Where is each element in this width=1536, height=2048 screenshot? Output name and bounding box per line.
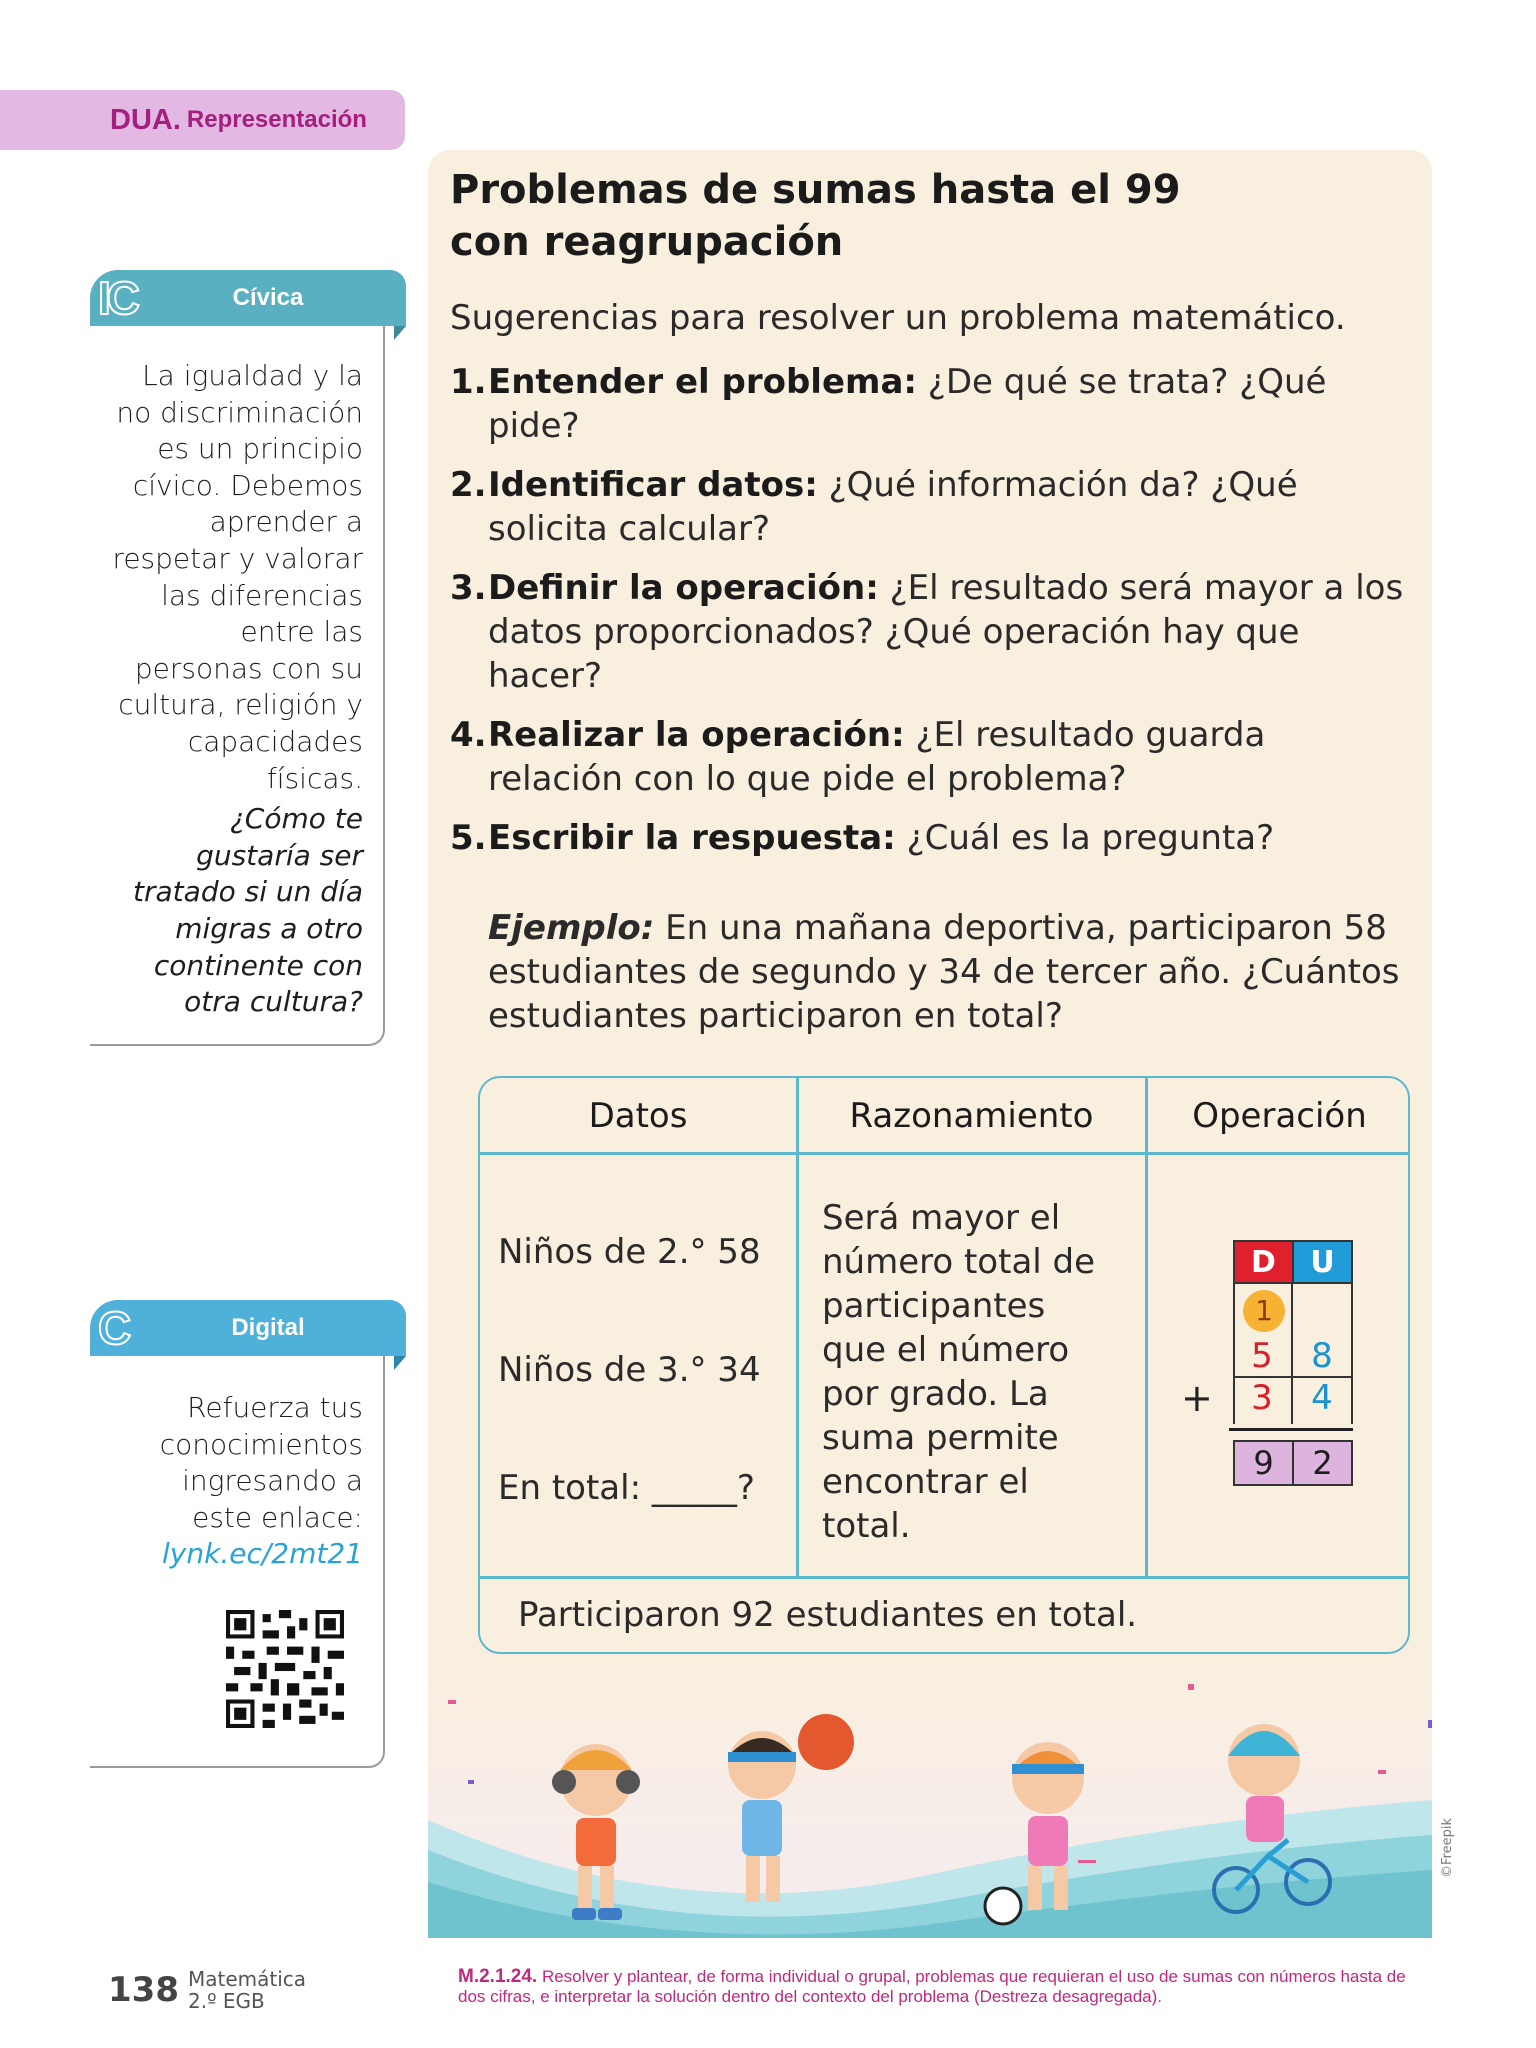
grid-right-border	[1351, 1284, 1353, 1424]
step-number: 5.	[450, 818, 487, 858]
steps-list	[450, 360, 1410, 875]
dua-label: DUA.	[110, 103, 181, 136]
digital-line: Refuerza tus	[187, 1391, 363, 1424]
civica-title: Cívica	[232, 284, 304, 311]
razonamiento-line: encontrar el	[822, 1462, 1029, 1502]
civica-question	[112, 801, 363, 1021]
step-text: ¿De qué se trata? ¿Qué pide?	[488, 362, 1327, 446]
step-lead: Identificar datos:	[488, 465, 818, 505]
civica-text	[112, 358, 363, 1021]
kids-sports-illustration	[428, 1660, 1432, 1938]
razonamiento-line: suma permite	[822, 1418, 1059, 1458]
step-lead: Escribir la respuesta:	[488, 818, 896, 858]
civica-line: aprender a	[209, 505, 363, 539]
civica-line: respetar y valorar	[112, 541, 363, 575]
result-row	[1233, 1440, 1353, 1486]
step-item	[450, 463, 1410, 551]
civica-line: cívico. Debemos	[132, 468, 363, 502]
header-razonamiento: Razonamiento	[849, 1096, 1094, 1136]
razonamiento-line: por grado. La	[822, 1374, 1049, 1414]
header-fold	[394, 326, 406, 340]
example-body: En una mañana deportiva, participaron 58 estudiantes de segundo y 34 de tercer año. ¿Cuántos estudiantes participaron en total?	[488, 908, 1400, 1036]
skill-description	[458, 1967, 1418, 2007]
intro-text: Sugerencias para resolver un problema matemático.	[450, 298, 1346, 338]
du-addition-grid	[1181, 1240, 1353, 1482]
civica-line: La igualdad y la	[142, 359, 363, 392]
razonamiento-line: que el número	[822, 1330, 1070, 1370]
civica-line: las diferencias	[161, 578, 363, 612]
step-text: ¿Qué información da? ¿Qué solicita calcular?	[488, 465, 1298, 549]
header-divider	[480, 1152, 1408, 1155]
civica-badge-icon: IC	[98, 272, 136, 324]
razonamiento-line: participantes	[822, 1286, 1046, 1326]
civica-line: capacidades	[187, 724, 363, 758]
title-line: Problemas de sumas hasta el 99	[450, 167, 1181, 213]
datos-line: Niños de 2.° 58	[498, 1232, 761, 1272]
qr-code-icon[interactable]	[226, 1610, 344, 1728]
dua-category: Representación	[186, 106, 367, 133]
civica-line: entre las	[240, 615, 363, 649]
subject-line: Matemática	[188, 1967, 307, 1991]
title-line: con reagrupación	[450, 219, 844, 265]
du-header	[1233, 1240, 1353, 1284]
digital-link[interactable]: lynk.ec/2mt21	[162, 1537, 363, 1571]
civica-line: físicas.	[266, 761, 363, 795]
step-number: 1.	[450, 362, 487, 402]
razonamiento-line: total.	[822, 1506, 911, 1546]
step-lead: Realizar la operación:	[488, 715, 905, 755]
solution-table	[478, 1076, 1410, 1654]
digital-title: Digital	[231, 1314, 305, 1341]
skill-text: Resolver y plantear, de forma individual o grupal, problemas que requieran el uso de sumas con números hasta de dos cifras, e interpretar la solución dentro del contexto del problema (Destreza desagregada).	[458, 1967, 1406, 2006]
digital-header	[90, 1300, 406, 1356]
civica-question-line: continente con	[153, 948, 363, 982]
digital-box	[90, 1300, 385, 1768]
step-item	[450, 360, 1410, 448]
image-credit: ©Freepik	[1440, 1818, 1455, 1878]
result-d: 9	[1235, 1442, 1292, 1484]
subject-label	[188, 1968, 306, 2012]
plus-sign: +	[1181, 1376, 1213, 1420]
civica-header	[90, 270, 406, 326]
step-item	[450, 816, 1410, 860]
digital-line: conocimientos	[159, 1427, 363, 1461]
step-lead: Entender el problema:	[488, 362, 917, 402]
page-title	[450, 164, 1350, 268]
civica-line: es un principio	[157, 432, 363, 466]
civica-question-line: ¿Cómo te	[229, 802, 363, 836]
result-u: 2	[1292, 1442, 1351, 1484]
footer-divider	[480, 1576, 1408, 1579]
digit-u1: 8	[1311, 1336, 1333, 1376]
answer-text: Participaron 92 estudiantes en total.	[518, 1595, 1138, 1635]
civica-box	[90, 270, 385, 1046]
step-number: 3.	[450, 568, 487, 608]
razonamiento-line: número total de	[822, 1242, 1096, 1282]
civica-question-line: otra cultura?	[184, 985, 363, 1019]
civica-line: no discriminación	[116, 395, 363, 429]
header-operacion: Operación	[1192, 1096, 1367, 1136]
digital-line: este enlace:	[192, 1500, 363, 1534]
step-number: 4.	[450, 715, 487, 755]
civica-line: personas con su	[134, 651, 363, 685]
header-decenas: D	[1235, 1242, 1294, 1282]
digit-d2: 3	[1251, 1378, 1273, 1418]
datos-line: Niños de 3.° 34	[498, 1350, 761, 1390]
civica-question-line: migras a otro	[175, 911, 363, 945]
step-item	[450, 713, 1410, 801]
page-number: 138	[108, 1970, 179, 2010]
header-datos: Datos	[588, 1096, 688, 1136]
step-number: 2.	[450, 465, 487, 505]
step-text: ¿El resultado guarda relación con lo que pide el problema?	[488, 715, 1266, 799]
dua-tag	[0, 90, 405, 150]
razonamiento-text	[822, 1196, 1095, 1548]
digital-badge-icon: C	[98, 1302, 128, 1354]
digit-d1: 5	[1251, 1336, 1273, 1376]
example-label: Ejemplo:	[488, 908, 655, 948]
step-lead: Definir la operación:	[488, 568, 879, 608]
step-text: ¿Cuál es la pregunta?	[895, 818, 1275, 858]
grade-line: 2.º EGB	[188, 1989, 265, 2013]
civica-question-line: gustaría ser	[196, 838, 363, 872]
header-unidades: U	[1294, 1242, 1351, 1282]
step-item	[450, 566, 1410, 698]
civica-line: cultura, religión y	[118, 688, 363, 722]
datos-line: En total: _____?	[498, 1468, 755, 1508]
digital-text	[160, 1390, 363, 1573]
razonamiento-line: Será mayor el	[822, 1198, 1061, 1238]
civica-question-line: tratado si un día	[133, 875, 363, 909]
step-text: ¿El resultado será mayor a los datos proporcionados? ¿Qué operación hay que hacer?	[488, 568, 1404, 696]
carry-badge: 1	[1243, 1290, 1285, 1332]
header-fold	[394, 1356, 406, 1370]
skill-code: M.2.1.24.	[458, 1966, 538, 1987]
sum-line	[1229, 1428, 1353, 1431]
digit-u2: 4	[1311, 1378, 1333, 1418]
digital-line: ingresando a	[182, 1464, 363, 1498]
example-text	[488, 906, 1408, 1038]
